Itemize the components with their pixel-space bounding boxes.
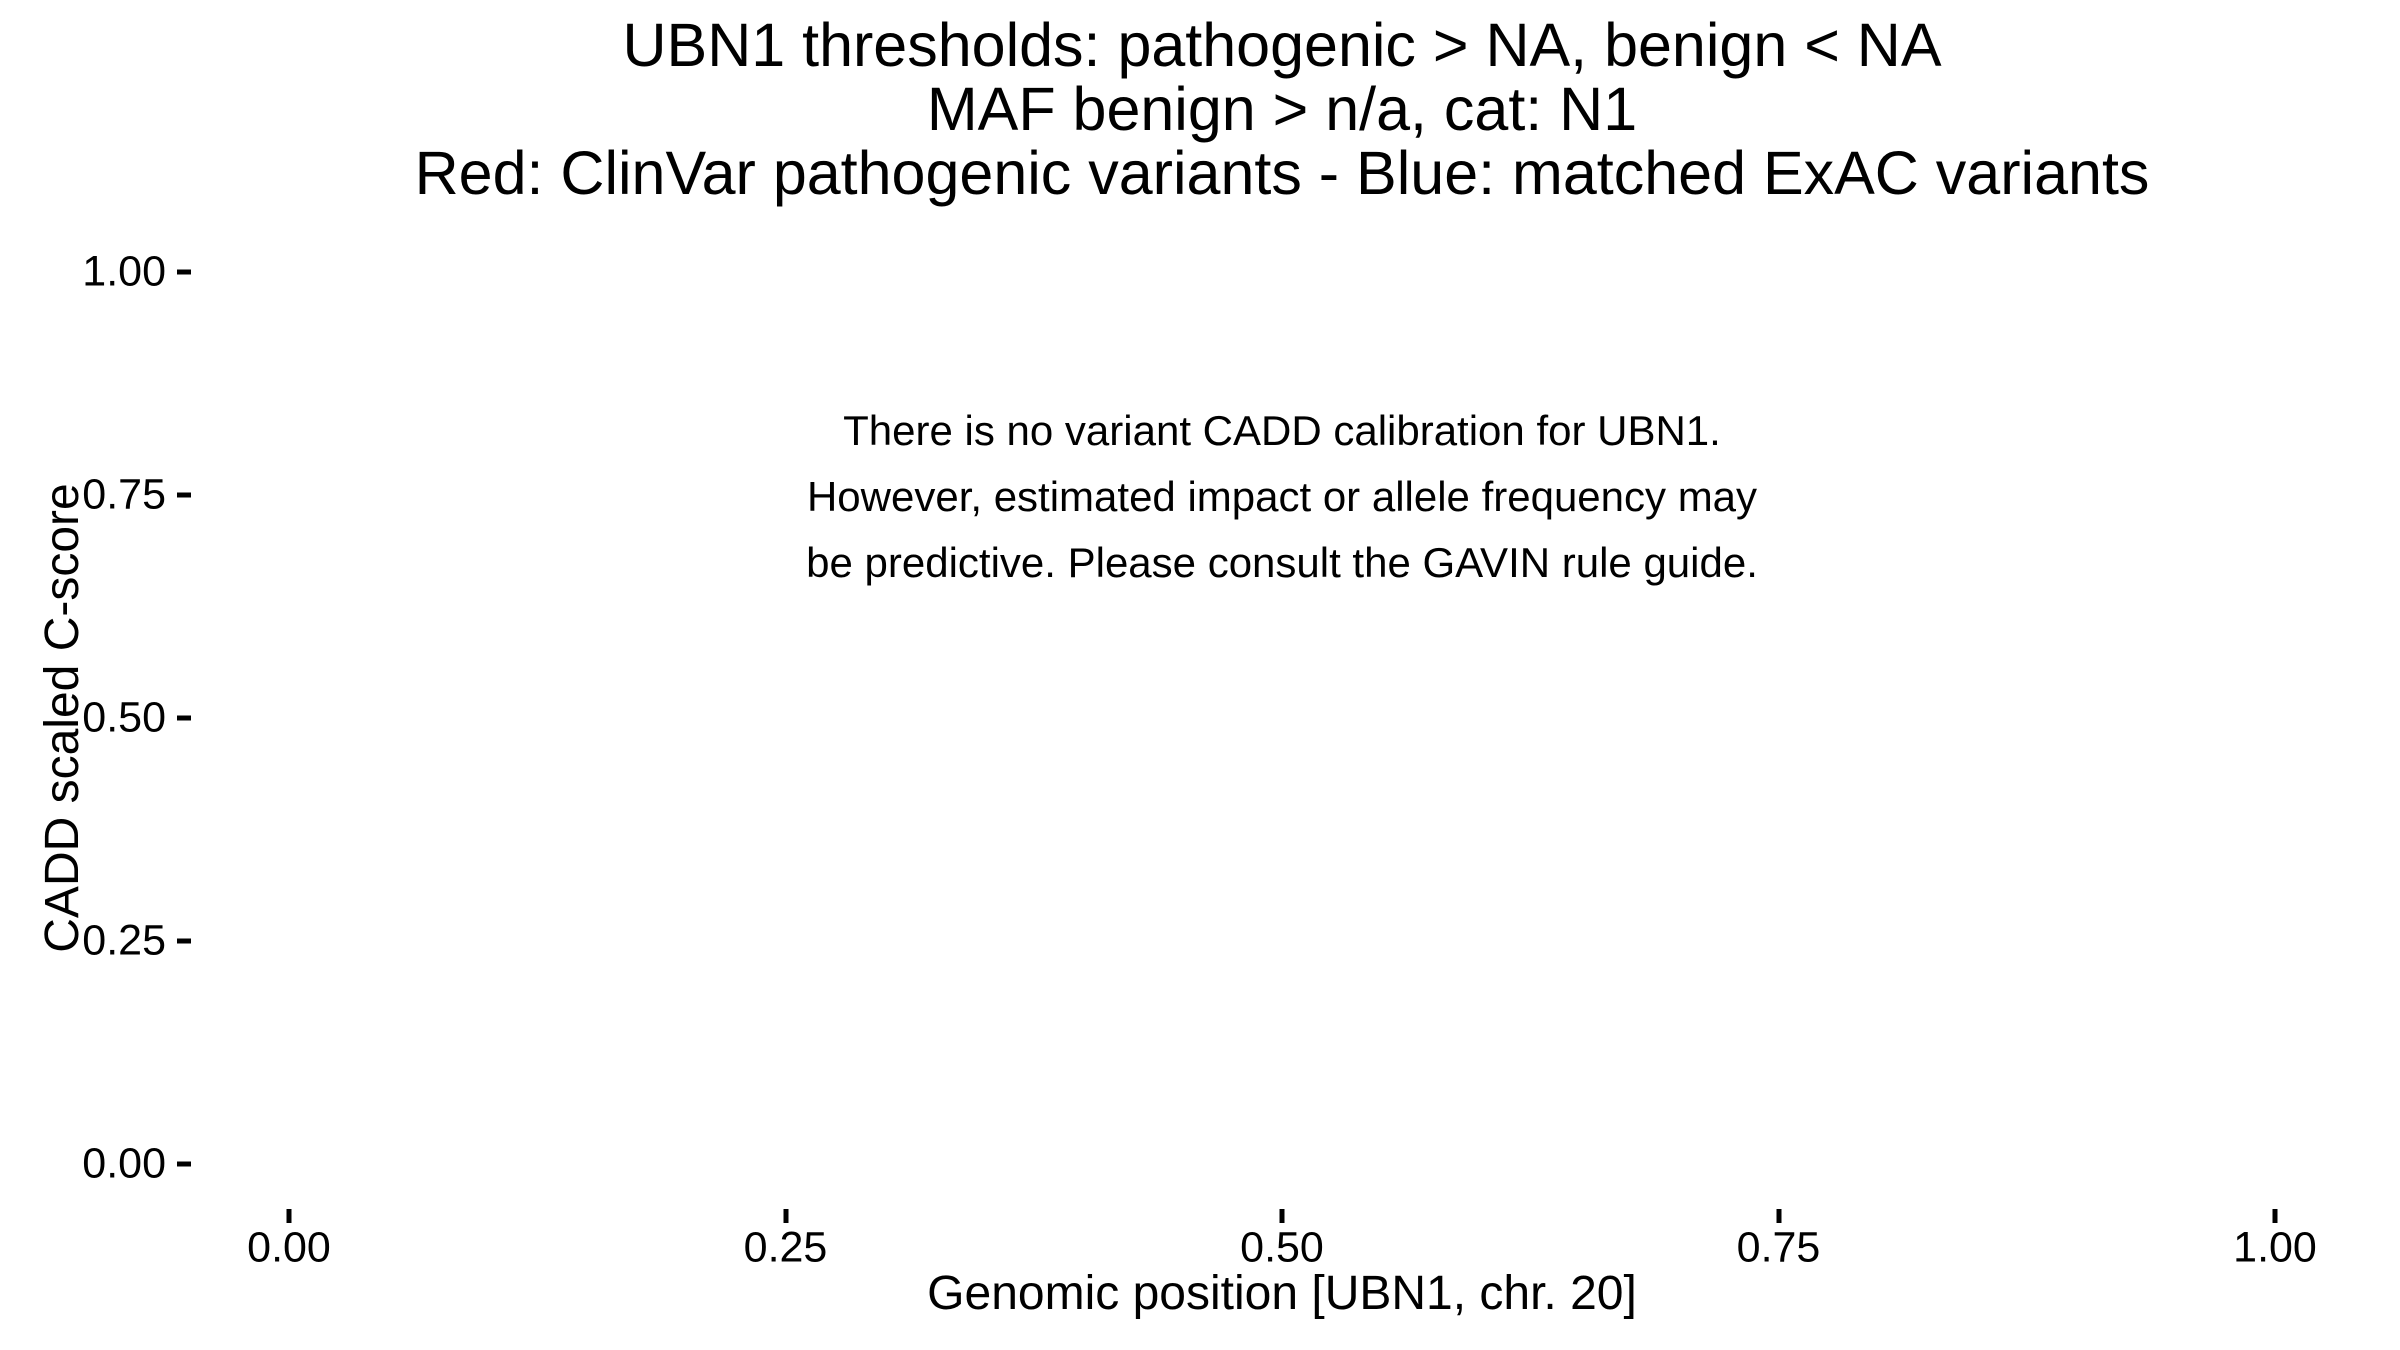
plot-title-line-1: UBN1 thresholds: pathogenic > NA, benign < NA [622,11,1942,79]
x-tick-label: 1.00 [2233,1223,2317,1272]
x-tick-mark [2273,1209,2278,1223]
x-axis-title: Genomic position [UBN1, chr. 20] [927,1267,1637,1320]
x-tick-label: 0.00 [247,1223,331,1272]
plot-title-line-2: MAF benign > n/a, cat: N1 [926,75,1638,143]
y-tick-label: 0.75 [82,470,166,519]
y-tick-mark [177,493,191,498]
x-tick-mark [1280,1209,1285,1223]
x-tick-label: 0.25 [743,1223,828,1272]
no-calibration-note [289,398,2275,596]
x-tick-label: 0.50 [1240,1223,1324,1272]
no-calibration-note-line-1: There is no variant CADD calibration for UBN1. [843,407,1721,454]
x-tick-mark [783,1209,788,1223]
x-tick-label: 0.75 [1736,1223,1821,1272]
y-tick-mark [177,939,191,944]
plot-title-line-3: Red: ClinVar pathogenic variants - Blue: matched ExAC variants [414,139,2150,207]
x-tick-mark [287,1209,292,1223]
y-tick-mark [177,716,191,721]
plot-title [289,13,2275,205]
y-axis-title: CADD scaled C-score [36,483,89,953]
y-tick-mark [177,270,191,275]
y-tick-label: 0.50 [82,693,166,742]
x-tick-mark [1776,1209,1781,1223]
y-tick-label: 0.00 [82,1139,166,1188]
y-tick-label: 1.00 [82,247,166,296]
no-calibration-note-line-3: be predictive. Please consult the GAVIN rule guide. [806,539,1758,586]
no-calibration-note-line-2: However, estimated impact or allele frequency may [806,473,1758,520]
y-tick-mark [177,1162,191,1167]
y-tick-label: 0.25 [82,916,166,965]
